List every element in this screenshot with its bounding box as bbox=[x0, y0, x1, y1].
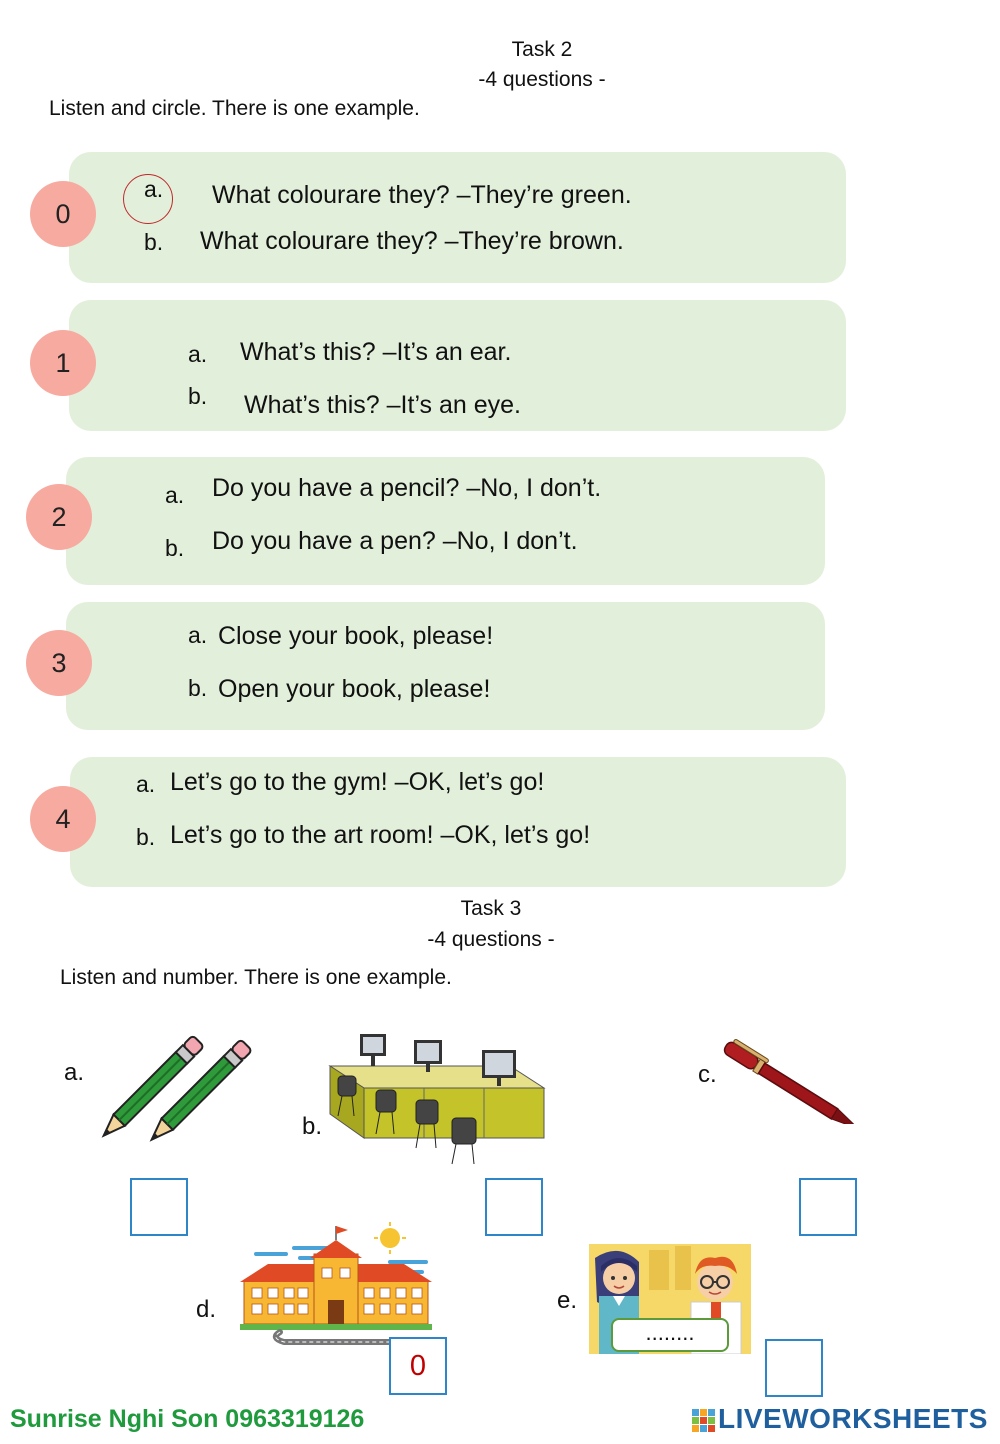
question-number-2: 2 bbox=[26, 484, 92, 550]
option-text-0b[interactable]: What colourare they? –They’re brown. bbox=[200, 227, 624, 255]
option-letter-3a[interactable]: a. bbox=[188, 622, 208, 648]
option-letter-1a[interactable]: a. bbox=[188, 341, 208, 367]
option-letter-1b[interactable]: b. bbox=[188, 383, 208, 409]
option-text-2a[interactable]: Do you have a pencil? –No, I don’t. bbox=[212, 474, 602, 502]
children-talking-icon bbox=[589, 1244, 751, 1354]
question-number-1: 1 bbox=[30, 330, 96, 396]
option-letter-3b[interactable]: b. bbox=[188, 675, 208, 701]
speech-bubble: ........ bbox=[611, 1318, 729, 1352]
task3-subtitle: -4 questions - bbox=[427, 928, 555, 951]
picture-label-c: c. bbox=[698, 1061, 717, 1088]
option-letter-0b[interactable]: b. bbox=[144, 229, 164, 255]
option-letter-2b[interactable]: b. bbox=[165, 535, 185, 561]
picture-label-b: b. bbox=[302, 1113, 323, 1140]
option-text-4a[interactable]: Let’s go to the gym! –OK, let’s go! bbox=[170, 768, 545, 796]
answer-box-a[interactable] bbox=[130, 1178, 188, 1236]
task3-instruction: Listen and number. There is one example. bbox=[60, 966, 452, 989]
option-text-1b[interactable]: What’s this? –It’s an eye. bbox=[244, 391, 522, 419]
task2-subtitle: -4 questions - bbox=[478, 68, 606, 91]
question-number-0: 0 bbox=[30, 181, 96, 247]
liveworksheets-brand[interactable]: LIVEWORKSHEETS bbox=[718, 1403, 988, 1434]
task2-instruction: Listen and circle. There is one example. bbox=[49, 97, 420, 120]
question-number-4: 4 bbox=[30, 786, 96, 852]
picture-label-e: e. bbox=[557, 1287, 578, 1314]
answer-box-c[interactable] bbox=[799, 1178, 857, 1236]
option-text-0a[interactable]: What colourare they? –They’re green. bbox=[212, 181, 632, 209]
task3-title: Task 3 bbox=[460, 897, 522, 920]
option-text-3b[interactable]: Open your book, please! bbox=[218, 675, 491, 703]
question-number-3: 3 bbox=[26, 630, 92, 696]
option-letter-4b[interactable]: b. bbox=[136, 824, 156, 850]
pen-icon bbox=[718, 1032, 866, 1124]
pencils-icon bbox=[92, 1030, 257, 1150]
option-letter-0a[interactable]: a. bbox=[144, 176, 164, 202]
option-letter-4a[interactable]: a. bbox=[136, 771, 156, 797]
task2-title: Task 2 bbox=[511, 38, 573, 61]
option-text-3a[interactable]: Close your book, please! bbox=[218, 622, 494, 650]
computer-room-icon bbox=[320, 1030, 548, 1166]
question-panel-0 bbox=[69, 152, 846, 283]
option-letter-2a[interactable]: a. bbox=[165, 482, 185, 508]
school-icon bbox=[240, 1220, 432, 1350]
answer-box-d[interactable]: 0 bbox=[389, 1337, 447, 1395]
liveworksheets-logo-icon bbox=[692, 1409, 716, 1433]
answer-box-e[interactable] bbox=[765, 1339, 823, 1397]
option-text-1a[interactable]: What’s this? –It’s an ear. bbox=[240, 338, 512, 366]
picture-label-a: a. bbox=[64, 1059, 85, 1086]
picture-label-d: d. bbox=[196, 1296, 217, 1323]
footer-credit: Sunrise Nghi Son 0963319126 bbox=[10, 1405, 365, 1433]
option-text-2b[interactable]: Do you have a pen? –No, I don’t. bbox=[212, 527, 578, 555]
answer-box-b[interactable] bbox=[485, 1178, 543, 1236]
option-text-4b[interactable]: Let’s go to the art room! –OK, let’s go! bbox=[170, 821, 591, 849]
